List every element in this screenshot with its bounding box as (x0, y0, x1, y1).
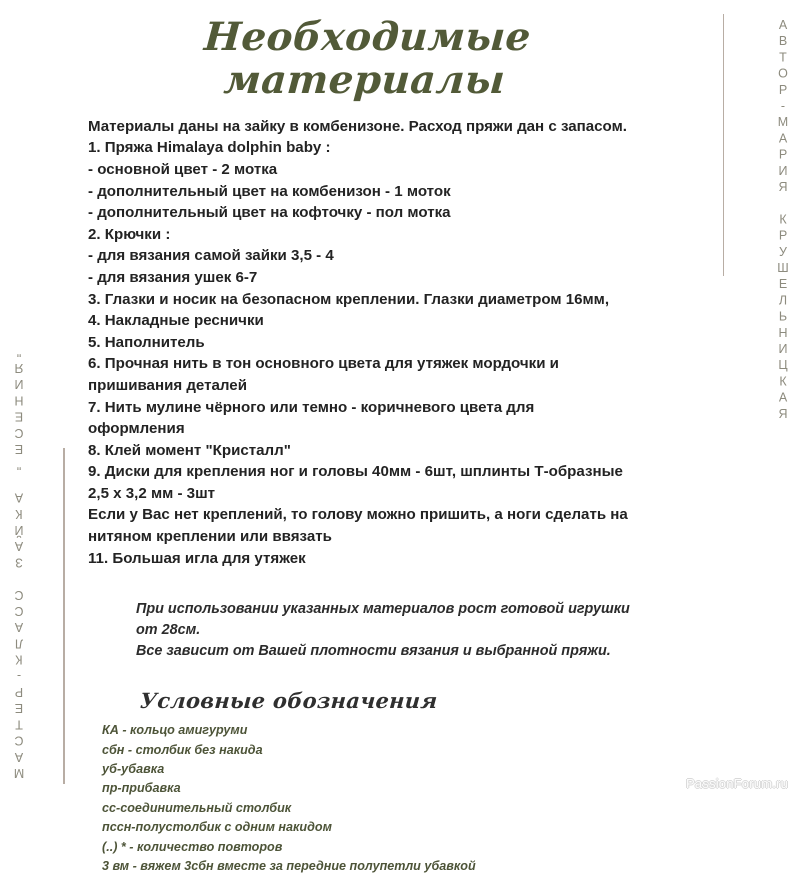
list-item: - для вязания самой зайки 3,5 - 4 (88, 247, 334, 265)
list-item: - основной цвет - 2 мотка (88, 160, 278, 178)
list-item: 5. Наполнитель (88, 333, 205, 351)
list-item: КА - кольцо амигуруми (102, 723, 248, 738)
list-item: 8. Клей момент "Кристалл" (88, 441, 291, 459)
content-column (88, 16, 644, 877)
size-note (88, 599, 644, 662)
list-item: пр-прибавка (102, 781, 181, 796)
list-item: - дополнительный цвет на кофточку - пол мотка (88, 204, 451, 222)
list-item: 3. Глазки и носик на безопасном креплении. Глазки диаметром 16мм, (88, 290, 610, 308)
list-item: (..) * - количество повторов (102, 839, 283, 854)
list-item: уб-убавка (102, 762, 165, 777)
list-item: 2,5 х 3,2 мм - 3шт (88, 484, 216, 502)
author-side-caption: АВТОР-МАРИЯ КРУШЕЛЬНИЦКАЯ (776, 18, 790, 423)
list-item: - дополнительный цвет на комбенизон - 1 моток (88, 182, 451, 200)
list-item: 4. Накладные реснички (88, 312, 264, 330)
list-item: сс-соединительный столбик (102, 800, 292, 815)
list-item: 11. Большая игла для утяжек (88, 549, 306, 567)
list-item: 1. Пряжа Himalaya dolphin baby : (88, 139, 331, 157)
list-item: 3 вм - вяжем 3сбн вместе за передние полупетли убавкой (102, 859, 476, 874)
list-item: 7. Нить мулине чёрного или темно - коричневого цвета для (88, 398, 535, 416)
list-item: пссн-полустолбик с одним накидом (102, 820, 332, 835)
size-note-line: Все зависит от Вашей плотности вязания и выбранной пряжи. (136, 643, 611, 660)
legend-list (88, 721, 644, 876)
list-item: оформления (88, 420, 185, 438)
list-item: сбн - столбик без накида (102, 742, 263, 757)
list-item: 9. Диски для крепления ног и головы 40мм - 6шт, шплинты Т-образные (88, 463, 623, 481)
materials-list (88, 116, 644, 569)
list-item: Материалы даны на зайку в комбенизоне. Расход пряжи дан с запасом. (88, 117, 627, 135)
list-item: Если у Вас нет креплений, то голову можно пришить, а ноги сделать на (88, 506, 628, 524)
page-title: Необходимые материалы (202, 14, 533, 103)
legend-heading: Условные обозначения (139, 688, 439, 714)
list-item: нитяном креплении или ввязать (88, 528, 332, 546)
list-item: - для вязания ушек 6-7 (88, 268, 258, 286)
right-divider-rule (723, 14, 725, 276)
masterclass-side-caption: МАСТЕР-КЛАСС ЗАЙКА "ЕСЕНИЯ" (12, 342, 26, 780)
left-divider-rule (63, 448, 65, 784)
list-item: пришивания деталей (88, 376, 247, 394)
list-item: 2. Крючки : (88, 225, 171, 243)
site-watermark: PassionForum.ru (686, 776, 788, 791)
list-item: 6. Прочная нить в тон основного цвета для утяжек мордочки и (88, 355, 559, 373)
size-note-line: При использовании указанных материалов рост готовой игрушки от 28см. (136, 601, 630, 639)
